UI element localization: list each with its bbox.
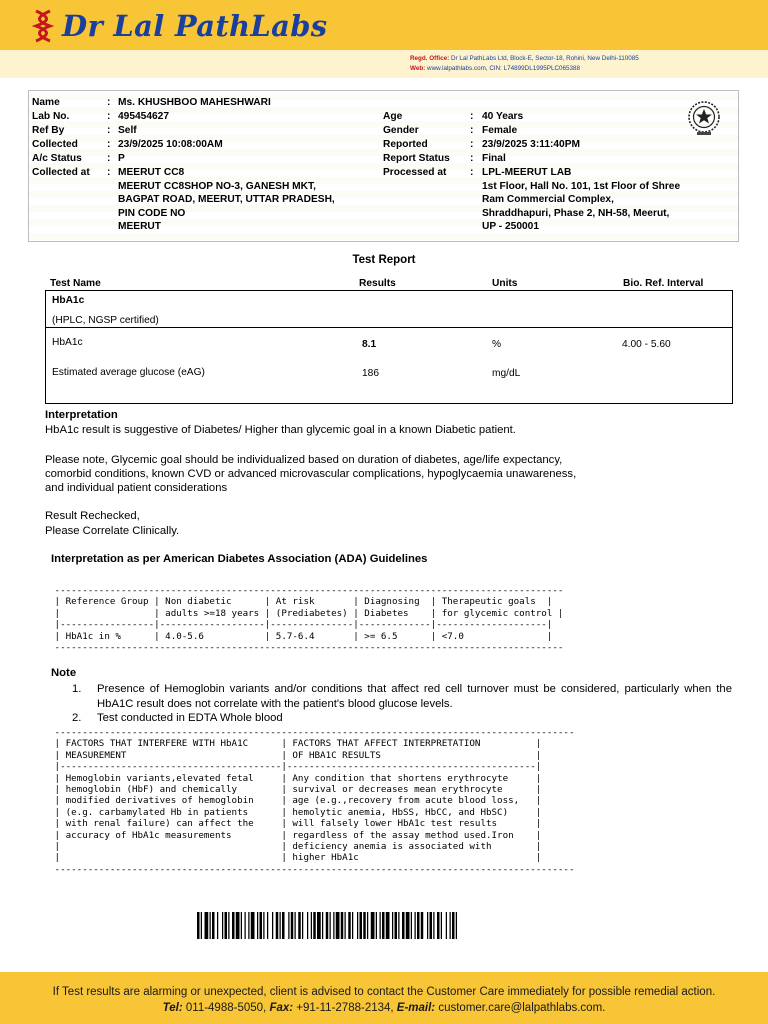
processed-at-line: UP - 250001 [482,221,540,232]
barcode-bar [411,912,412,939]
barcode-bar [330,912,331,939]
web-text: www.lalpathlabs.com, CIN: L74899DL1995PLC065388 [427,65,581,72]
tel-label: Tel: [162,1002,183,1014]
barcode-bar [272,912,273,939]
result-row-name: HbA1c [52,337,83,348]
result-row-unit: mg/dL [492,368,521,379]
barcode-bar [307,912,308,939]
barcode-bar [263,912,264,939]
fax-value: +91-11-2788-2134, [296,1002,394,1014]
ada-heading: Interpretation as per American Diabetes Association (ADA) Guidelines [51,553,428,565]
collected-value: 23/9/2025 10:08:00AM [118,139,223,150]
interpretation-line: Result Rechecked, [45,510,140,522]
interpretation-line: comorbid conditions, known CVD or advanced microvascular complications, hypoglycaemia unawareness, [45,468,577,480]
ref-by-label: Ref By [32,125,65,136]
footer-contacts [0,1002,768,1014]
barcode-bar [228,912,229,939]
column-header-results: Results [359,278,396,289]
barcode-bar [421,912,424,939]
name-label: Name [32,97,60,108]
barcode-bar [341,912,344,939]
dna-logo-icon [32,9,54,43]
collected-at-label: Collected at [32,167,90,178]
barcode-bar [313,912,316,939]
collected-label: Collected [32,139,78,150]
brand-name: Dr Lal PathLabs [62,9,328,43]
note-list [72,682,732,726]
ada-guideline-table: -------------------------------------------------------------------------------------------- | Reference Group | Non diabetic | At risk | Diagnosing | Therapeutic goals | | | adults >=18 years | (Prediabetes) | Diabetes | for glycemic control | |-----------------|-------------------|---------------|-------------|--------------------| | HbA1c in % | 4.0-5.6 | 5.7-6.4 | >= 6.5 | <7.0 | -------------------------------------------------------------------------------------------- [54,585,564,654]
colon: : [107,153,111,164]
barcode-bar [406,912,410,939]
age-label: Age [383,111,403,122]
web-label: Web: [410,65,426,72]
colon: : [107,125,111,136]
collected-at-address [118,166,358,234]
note-heading: Note [51,667,77,679]
note-text: Presence of Hemoglobin variants and/or conditions that affect red cell turnover must be considered, particularly when the HbA1C result does not correlate with the patient's blood glucose levels. [97,683,732,710]
result-row-unit: % [492,339,502,350]
brand-logo [32,9,327,43]
barcode-bar [336,912,340,939]
collected-at-line: MEERUT CC8SHOP NO-3, GANESH MKT, [118,180,316,192]
barcode-bar [280,912,281,939]
barcode-bar [348,912,351,939]
barcode-bar [248,912,249,939]
barcode-bar [260,912,263,939]
colon: : [470,111,474,122]
barcode-bar [302,912,303,939]
test-method: (HPLC, NGSP certified) [52,315,159,326]
barcode-bar [380,912,381,939]
note-item [72,682,732,711]
barcode-bar [212,912,215,939]
interpretation-line: HbA1c result is suggestive of Diabetes/ Higher than glycemic goal in a known Diabetic patient. [45,424,516,436]
barcode-bar [357,912,358,939]
barcode-bar [417,912,420,939]
barcode-bar [282,912,285,939]
barcode-bar [430,912,433,939]
regd-office-text: Dr Lal PathLabs Ltd, Block-E, Sector-18, Rohini, New Delhi-110085 [450,55,639,62]
barcode-bar [352,912,353,939]
colon: : [107,111,111,122]
column-header-units: Units [492,278,518,289]
barcode-bar [311,912,312,939]
factors-table: ---------------------------------------------------------------------------------------------- | FACTORS THAT INTERFERE WITH HbA1C | FACTORS THAT AFFECT INTERPRETATION | | MEASUREMENT | OF HBA1C RESULTS | |----------------------------------------|---------------------------------------------| | Hemoglobin variants,elevated fetal | Any condition that shortens erythrocyte | | hemoglobin (HbF) and chemically | survival or decreases mean erythrocyte | | modified derivatives of hemoglobin | age (e.g.,recovery from acute blood loss, | | (e.g. carbamylated Hb in patients | hemolytic anemia, HbSS, HbCC, and HbSC) | | with renal failure) can affect the | will falsely lower HbA1c test results | | accuracy of HbA1c measurements | regardless of the assay method used.Iron | | | deficiency anemia is associated with | | | higher HbA1c | ---------------------------------------------------------------------------------------------- [54,727,575,875]
barcode-bar [433,912,434,939]
barcode-bar [333,912,334,939]
colon: : [470,139,474,150]
report-barcode [197,912,583,939]
barcode-bar [326,912,329,939]
collected-at-line: BAGPAT ROAD, MEERUT, UTTAR PRADESH, [118,194,335,205]
note-text: Test conducted in EDTA Whole blood [97,712,283,724]
barcode-bar [456,912,457,939]
collected-at-line: PIN CODE NO [118,207,186,219]
barcode-bar [386,912,390,939]
interpretation-line: Please note, Glycemic goal should be individualized based on duration of diabetes, age/life expectancy, [45,454,563,466]
barcode-bar [367,912,368,939]
footer-band [0,972,768,1024]
ac-status-label: A/c Status [32,153,82,164]
barcode-bar [201,912,202,939]
barcode-bar [450,912,451,939]
report-status-label: Report Status [383,153,450,164]
processed-at-label: Processed at [383,167,447,178]
colon: : [107,167,111,178]
email-label: E-mail: [396,1002,436,1014]
column-header-ref-interval: Bio. Ref. Interval [623,278,704,289]
barcode-bar [395,912,398,939]
barcode-bar [210,912,211,939]
barcode-bar [415,912,416,939]
barcode-bar [257,912,258,939]
colon: : [107,97,111,108]
barcode-bar [427,912,428,939]
barcode-bar [345,912,346,939]
barcode-bar [291,912,294,939]
result-divider [45,327,733,328]
barcode-bar [232,912,235,939]
barcode-bar [398,912,399,939]
note-number: 2. [72,712,82,724]
barcode-bar [295,912,296,939]
reported-label: Reported [383,139,428,150]
barcode-bar [392,912,393,939]
collected-at-line: MEERUT CC8 [118,167,185,178]
age-value: 40 Years [482,111,524,122]
tel-value: 011-4988-5050, [185,1002,267,1014]
barcode-bar [360,912,363,939]
test-group-name: HbA1c [52,295,85,306]
gender-label: Gender [383,125,419,136]
colon: : [107,139,111,150]
ref-by-value: Self [118,125,137,136]
barcode-bar [402,912,405,939]
barcode-bar [222,912,223,939]
colon: : [470,153,474,164]
reported-value: 23/9/2025 3:11:40PM [482,139,580,150]
report-status-value: Final [482,153,506,164]
interpretation-line: and individual patient considerations [45,482,228,494]
collected-at-line: MEERUT [118,221,162,232]
barcode-bar [241,912,242,939]
barcode-bar [441,912,442,939]
barcode-bar [363,912,366,939]
processed-at-line: Shraddhapuri, Phase 2, NH-58, Meerut, [482,207,670,219]
accreditation-seal-icon [686,100,722,136]
result-row-value: 186 [362,368,379,379]
barcode-bar [205,912,209,939]
colon: : [470,125,474,136]
lab-no-label: Lab No. [32,111,70,122]
colon: : [470,167,474,178]
barcode-bar [251,912,255,939]
barcode-bar [376,912,377,939]
processed-at-line: Ram Commercial Complex, [482,194,614,205]
gender-value: Female [482,125,518,136]
barcode-bar [267,912,268,939]
barcode-bar [225,912,228,939]
barcode-bar [446,912,447,939]
barcode-bar [197,912,200,939]
barcode-bar [317,912,321,939]
patient-name-value: Ms. KHUSHBOO MAHESHWARI [118,97,271,108]
barcode-bar [217,912,218,939]
result-row-value: 8.1 [362,339,377,350]
note-number: 1. [72,683,82,695]
barcode-bar [236,912,240,939]
interpretation-line: Please Correlate Clinically. [45,525,180,537]
barcode-bar [371,912,375,939]
report-title: Test Report [352,254,416,266]
regd-office-label: Regd. Office: [410,55,450,62]
result-row-name: Estimated average glucose (eAG) [52,367,205,378]
barcode-bar [276,912,279,939]
office-address [410,54,639,74]
barcode-bar [288,912,289,939]
fax-label: Fax: [269,1002,294,1014]
barcode-bar [298,912,301,939]
note-item [72,711,732,726]
processed-at-line: LPL-MEERUT LAB [482,167,572,178]
ac-status-value: P [118,153,125,164]
barcode-bar [322,912,323,939]
barcode-bar [382,912,385,939]
header-address-band [0,50,768,78]
processed-at-address [482,166,722,234]
barcode-bar [245,912,246,939]
lab-no-value: 495454627 [118,111,169,122]
interpretation-heading: Interpretation [45,409,118,421]
barcode-bar [452,912,455,939]
footer-advisory: If Test results are alarming or unexpected, client is advised to contact the Customer Care immediately for possible remedial action. [52,986,716,998]
result-row-ref: 4.00 - 5.60 [622,339,671,350]
barcode-bar [437,912,440,939]
email-value: customer.care@lalpathlabs.com. [438,1002,606,1014]
processed-at-line: 1st Floor, Hall No. 101, 1st Floor of Shree [482,180,681,192]
column-header-test-name: Test Name [50,278,101,289]
